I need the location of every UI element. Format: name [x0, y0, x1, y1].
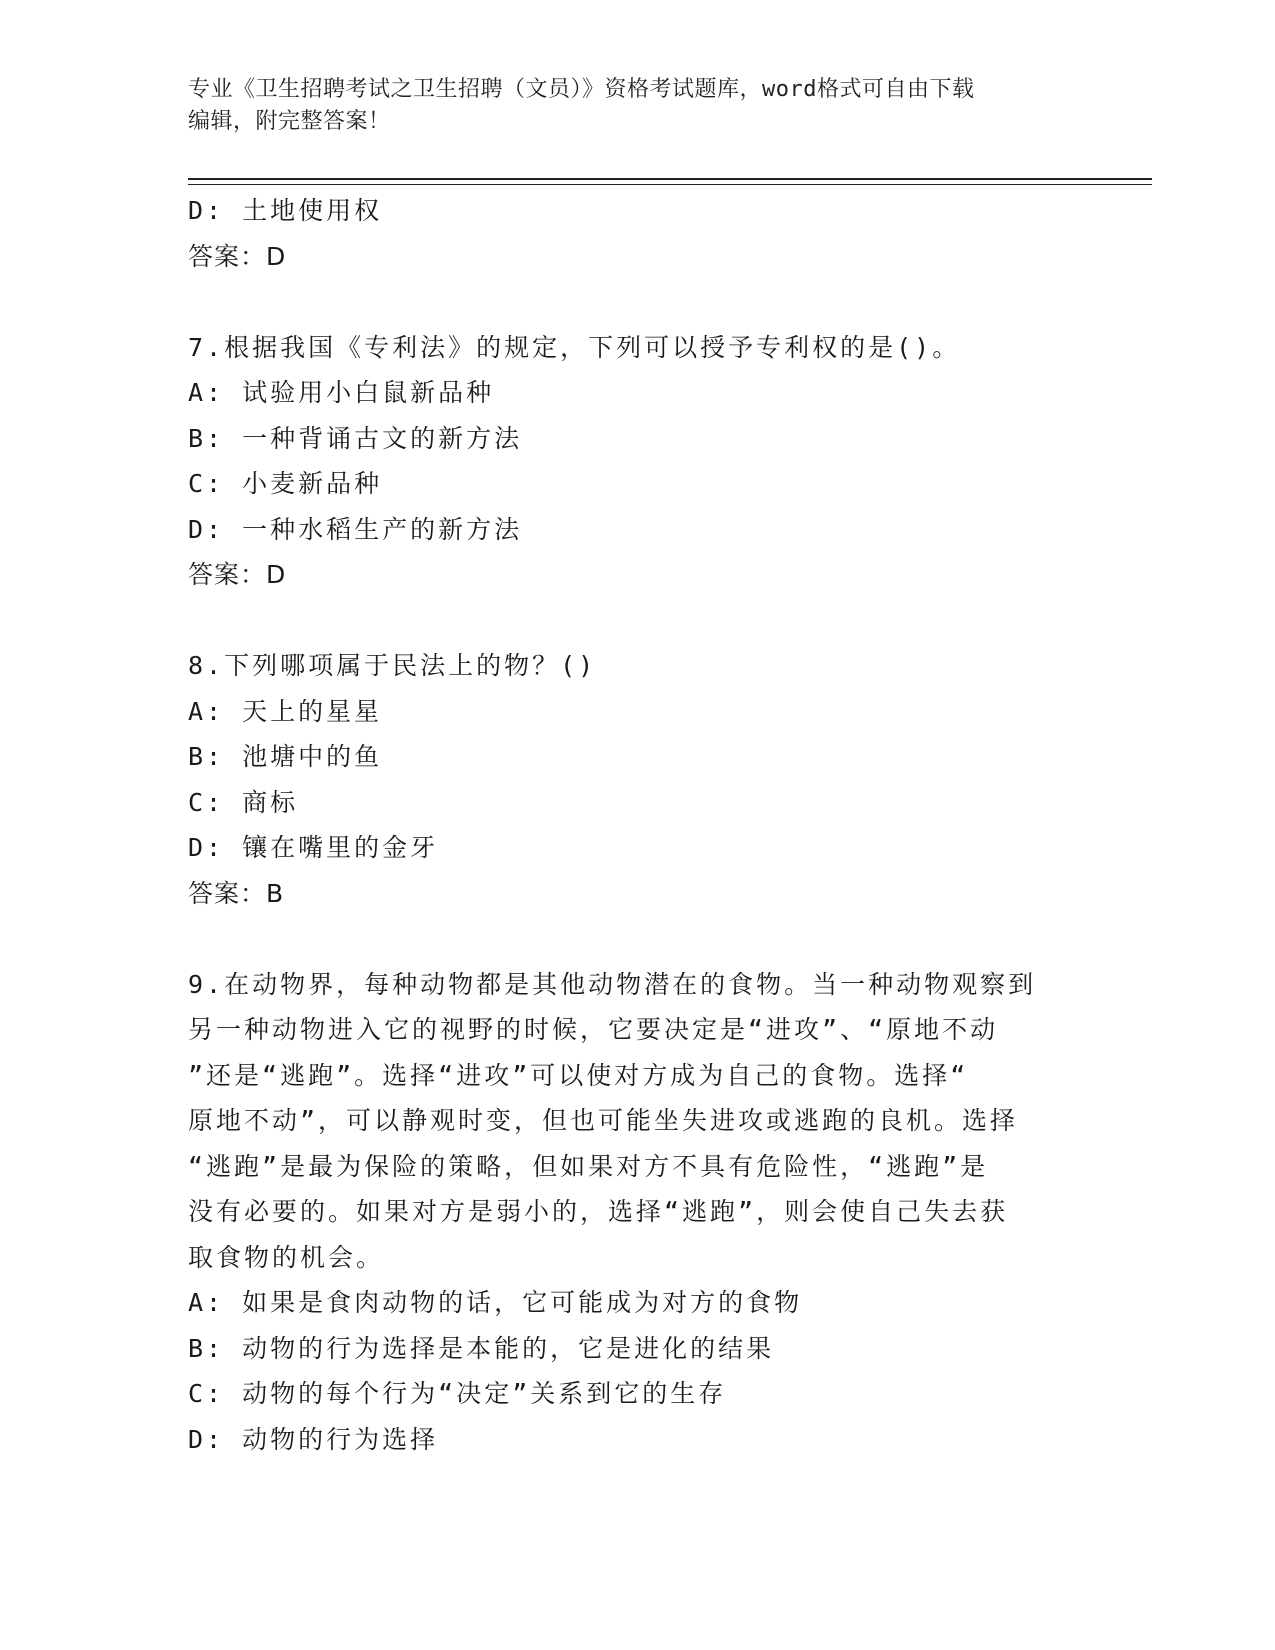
q9-stem-line-3: ”还是“逃跑”。选择“进攻”可以使对方成为自己的食物。选择“: [188, 1060, 969, 1090]
spacer: [188, 279, 1068, 325]
q9-option-d: D: 动物的行为选择: [188, 1424, 439, 1454]
spacer: [188, 598, 1068, 644]
q7-option-c: C: 小麦新品种: [188, 469, 383, 498]
q7-option-d: D: 一种水稻生产的新方法: [188, 514, 523, 544]
q8-option-b: B: 池塘中的鱼: [188, 742, 383, 771]
q6-option-d: D: 土地使用权: [188, 196, 383, 225]
q9-stem-line-5: “逃跑”是最为保险的策略，但如果对方不具有危险性，“逃跑”是: [188, 1151, 989, 1181]
q8-option-a: A: 天上的星星: [188, 696, 383, 726]
q9-stem-line-2: 另一种动物进入它的视野的时候，它要决定是“进攻”、“原地不动: [188, 1015, 999, 1044]
header-divider-thin: [188, 184, 1152, 185]
q9-stem-line-7: 取食物的机会。: [188, 1242, 385, 1272]
q9-option-b: B: 动物的行为选择是本能的，它是进化的结果: [188, 1333, 775, 1363]
q8-answer: 答案：B: [188, 878, 285, 908]
q7-option-b: B: 一种背诵古文的新方法: [188, 423, 523, 453]
q7-stem: 7.根据我国《专利法》的规定，下列可以授予专利权的是()。: [188, 332, 961, 362]
q9-stem-line-1: 9.在动物界，每种动物都是其他动物潜在的食物。当一种动物观察到: [188, 969, 1037, 999]
document-header: [188, 74, 1068, 138]
q9-stem-line-6: 没有必要的。如果对方是弱小的，选择“逃跑”，则会使自己失去获: [188, 1197, 1009, 1226]
q9-stem-line-4: 原地不动”，可以静观时变，但也可能坐失进攻或逃跑的良机。选择: [188, 1106, 1019, 1135]
q7-option-a: A: 试验用小白鼠新品种: [188, 378, 495, 407]
q7-answer: 答案：D: [188, 560, 287, 589]
q8-option-d: D: 镶在嘴里的金牙: [188, 833, 439, 862]
header-divider-thick: [188, 178, 1152, 180]
question-content: [188, 188, 1068, 1462]
q8-stem: 8.下列哪项属于民法上的物？(): [188, 651, 597, 680]
header-line-2: 编辑，附完整答案！: [188, 109, 391, 134]
q9-option-c: C: 动物的每个行为“决定”关系到它的生存: [188, 1379, 727, 1408]
spacer: [188, 916, 1068, 962]
q8-option-c: C: 商标: [188, 787, 299, 817]
q9-option-a: A: 如果是食肉动物的话，它可能成为对方的食物: [188, 1288, 803, 1317]
q6-answer: 答案：D: [188, 241, 287, 271]
header-line-1: 专业《卫生招聘考试之卫生招聘（文员）》资格考试题库，word格式可自由下载: [188, 77, 975, 102]
